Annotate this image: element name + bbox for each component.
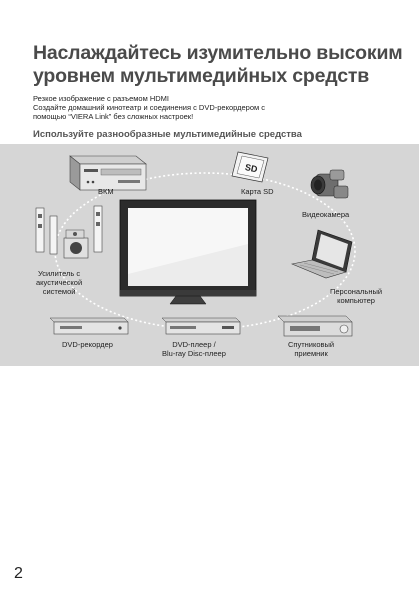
intro-line-2: Создайте домашний кинотеатр и соединения с DVD-рекордером с [33, 103, 266, 112]
speaker-system [36, 206, 102, 258]
satellite-label-line-2: приемник [294, 349, 328, 358]
dvd-player-label-line-1: DVD-плеер / [172, 340, 216, 349]
intro-line-1: Резкое изображение с разъемом HDMI [33, 94, 169, 103]
dvd-recorder-device [50, 318, 128, 334]
connection-diagram [0, 144, 419, 366]
satellite-label [288, 340, 334, 358]
amplifier-label-line-2: акустической [36, 278, 83, 287]
amplifier-label-line-1: Усилитель с [37, 269, 81, 278]
tv-device [120, 200, 256, 304]
dvd-recorder-label: DVD-рекордер [62, 340, 113, 349]
amplifier-label-line-3: системой [42, 287, 76, 296]
pc-label [330, 287, 382, 305]
sd-card-label: Карта SD [241, 187, 274, 196]
laptop-device [292, 230, 352, 278]
intro-line-3: помощью “VIERA Link” без сложных настроек! [33, 112, 194, 121]
pc-label-line-2: компьютер [337, 296, 375, 305]
vcr-label: ВКМ [98, 187, 114, 196]
title-line-2: уровнем мультимедийных средств [33, 65, 369, 87]
dvd-player-label [162, 340, 226, 358]
diagram-illustration [0, 144, 419, 366]
sd-logo-text: SD [244, 162, 259, 175]
satellite-label-line-1: Спутниковый [288, 340, 335, 349]
dvd-player-label-line-2: Blu-ray Disc-плеер [162, 349, 226, 358]
sd-card-device [232, 152, 268, 182]
page-title [33, 42, 403, 88]
camcorder-label: Видеокамера [302, 210, 350, 219]
satellite-receiver-device [278, 316, 352, 336]
dvd-player-device [162, 318, 240, 334]
vcr-device [70, 156, 146, 190]
camcorder-device [311, 170, 348, 198]
amplifier-label [36, 269, 82, 296]
section-subtitle: Используйте разнообразные мультимедийные средства [33, 129, 302, 140]
title-line-1: Наслаждайтесь изумительно высоким [33, 42, 403, 64]
intro-text [33, 94, 393, 121]
page-number: 2 [14, 565, 23, 582]
pc-label-line-1: Персональный [330, 287, 383, 296]
